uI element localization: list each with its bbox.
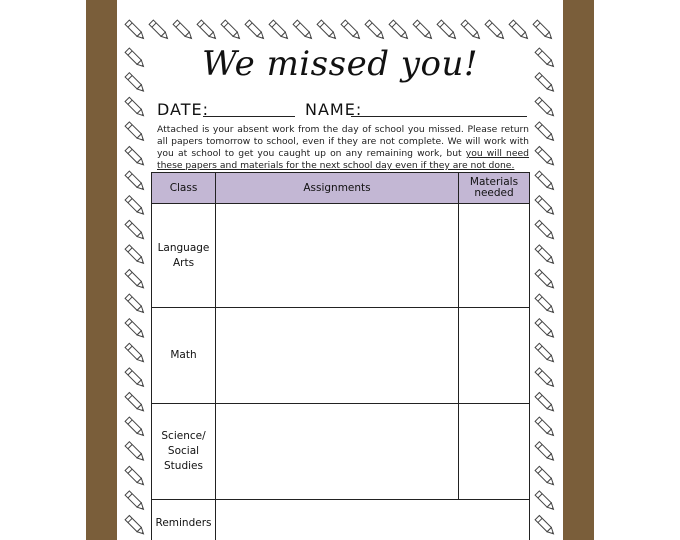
pencil-icon	[125, 368, 146, 389]
pencil-icon	[461, 20, 482, 41]
pencil-icon	[533, 20, 554, 41]
table-row	[152, 308, 530, 404]
table-header-row	[152, 173, 530, 204]
table-row	[152, 204, 530, 308]
materials-cell[interactable]	[459, 308, 530, 404]
pencil-icon	[125, 491, 146, 512]
date-field[interactable]	[203, 116, 295, 117]
instructions-underlined: you will need these papers and materials for the next school day even if they are not done.	[157, 148, 530, 171]
pencil-icon	[535, 196, 556, 217]
pencil-icon	[535, 220, 556, 241]
pencil-icon	[437, 20, 458, 41]
pencil-icon	[125, 393, 146, 414]
pencil-icon	[173, 20, 194, 41]
pencil-icon	[535, 122, 556, 143]
header-assignments: Assignments	[216, 173, 459, 204]
table-row	[152, 500, 530, 540]
pencil-icon	[125, 516, 146, 537]
date-name-row	[157, 100, 527, 120]
pencil-icon	[535, 393, 556, 414]
pencil-icon	[125, 319, 146, 340]
pencil-icon	[293, 20, 314, 41]
pencil-icon	[535, 491, 556, 512]
pencil-icon	[535, 147, 556, 168]
pencil-icon	[535, 245, 556, 266]
pencil-icon	[389, 20, 410, 41]
name-label: NAME:	[305, 100, 363, 119]
pencil-icon	[535, 97, 556, 118]
name-field[interactable]	[351, 116, 527, 117]
pencil-icon	[221, 20, 242, 41]
pencil-icon	[197, 20, 218, 41]
reminders-cell[interactable]	[216, 500, 530, 540]
pencil-icon	[125, 343, 146, 364]
pencil-icon	[341, 20, 362, 41]
pencil-icon	[535, 368, 556, 389]
worksheet-title: We missed you!	[201, 44, 479, 84]
pencil-icon	[125, 20, 146, 41]
pencil-icon	[125, 196, 146, 217]
pencil-icon	[535, 171, 556, 192]
assignments-cell[interactable]	[216, 308, 459, 404]
pencil-icon	[125, 147, 146, 168]
header-materials	[459, 173, 530, 204]
pencil-icon	[485, 20, 506, 41]
pencil-icon	[125, 466, 146, 487]
class-name: Science/ Social Studies	[161, 430, 206, 472]
pencil-icon	[413, 20, 434, 41]
pencil-icon	[317, 20, 338, 41]
pencil-icon	[245, 20, 266, 41]
pencil-icon	[535, 343, 556, 364]
worksheet-page	[117, 0, 563, 540]
pencil-icon	[125, 294, 146, 315]
assignments-cell[interactable]	[216, 404, 459, 500]
pencil-icon	[125, 220, 146, 241]
date-label: DATE:	[157, 100, 210, 119]
pencil-icon	[125, 270, 146, 291]
class-cell	[152, 500, 216, 540]
pencil-icon	[125, 245, 146, 266]
materials-cell[interactable]	[459, 404, 530, 500]
pencil-icon	[365, 20, 386, 41]
instructions-plain: Attached is your absent work from the day of school you missed. Please return all papers tomorrow to school, even if they are not complete. We will work with you at school to get you caught up on any remaining work, but	[157, 124, 529, 159]
pencil-icon	[535, 319, 556, 340]
pencil-icon	[269, 20, 290, 41]
materials-cell[interactable]	[459, 204, 530, 308]
pencil-icon	[125, 417, 146, 438]
pencil-icon	[535, 516, 556, 537]
pencil-icon	[535, 466, 556, 487]
pencil-icon	[535, 270, 556, 291]
class-cell	[152, 204, 216, 308]
pencil-icon	[535, 417, 556, 438]
class-cell	[152, 404, 216, 500]
absent-work-table	[151, 172, 530, 540]
header-class: Class	[152, 173, 216, 204]
class-name: Math	[170, 349, 197, 361]
pencil-icon	[125, 442, 146, 463]
pencil-icon	[509, 20, 530, 41]
class-name: Language Arts	[157, 241, 210, 269]
pencil-icon	[535, 442, 556, 463]
pencil-icon	[125, 97, 146, 118]
pencil-icon	[125, 122, 146, 143]
pencil-icon	[149, 20, 170, 41]
assignments-cell[interactable]	[216, 204, 459, 308]
instructions-text	[157, 124, 529, 172]
table-row	[152, 404, 530, 500]
header-materials-label: Materials needed	[469, 176, 519, 199]
pencil-icon	[535, 294, 556, 315]
class-name: Reminders	[155, 517, 212, 529]
class-cell	[152, 308, 216, 404]
pencil-icon	[125, 171, 146, 192]
